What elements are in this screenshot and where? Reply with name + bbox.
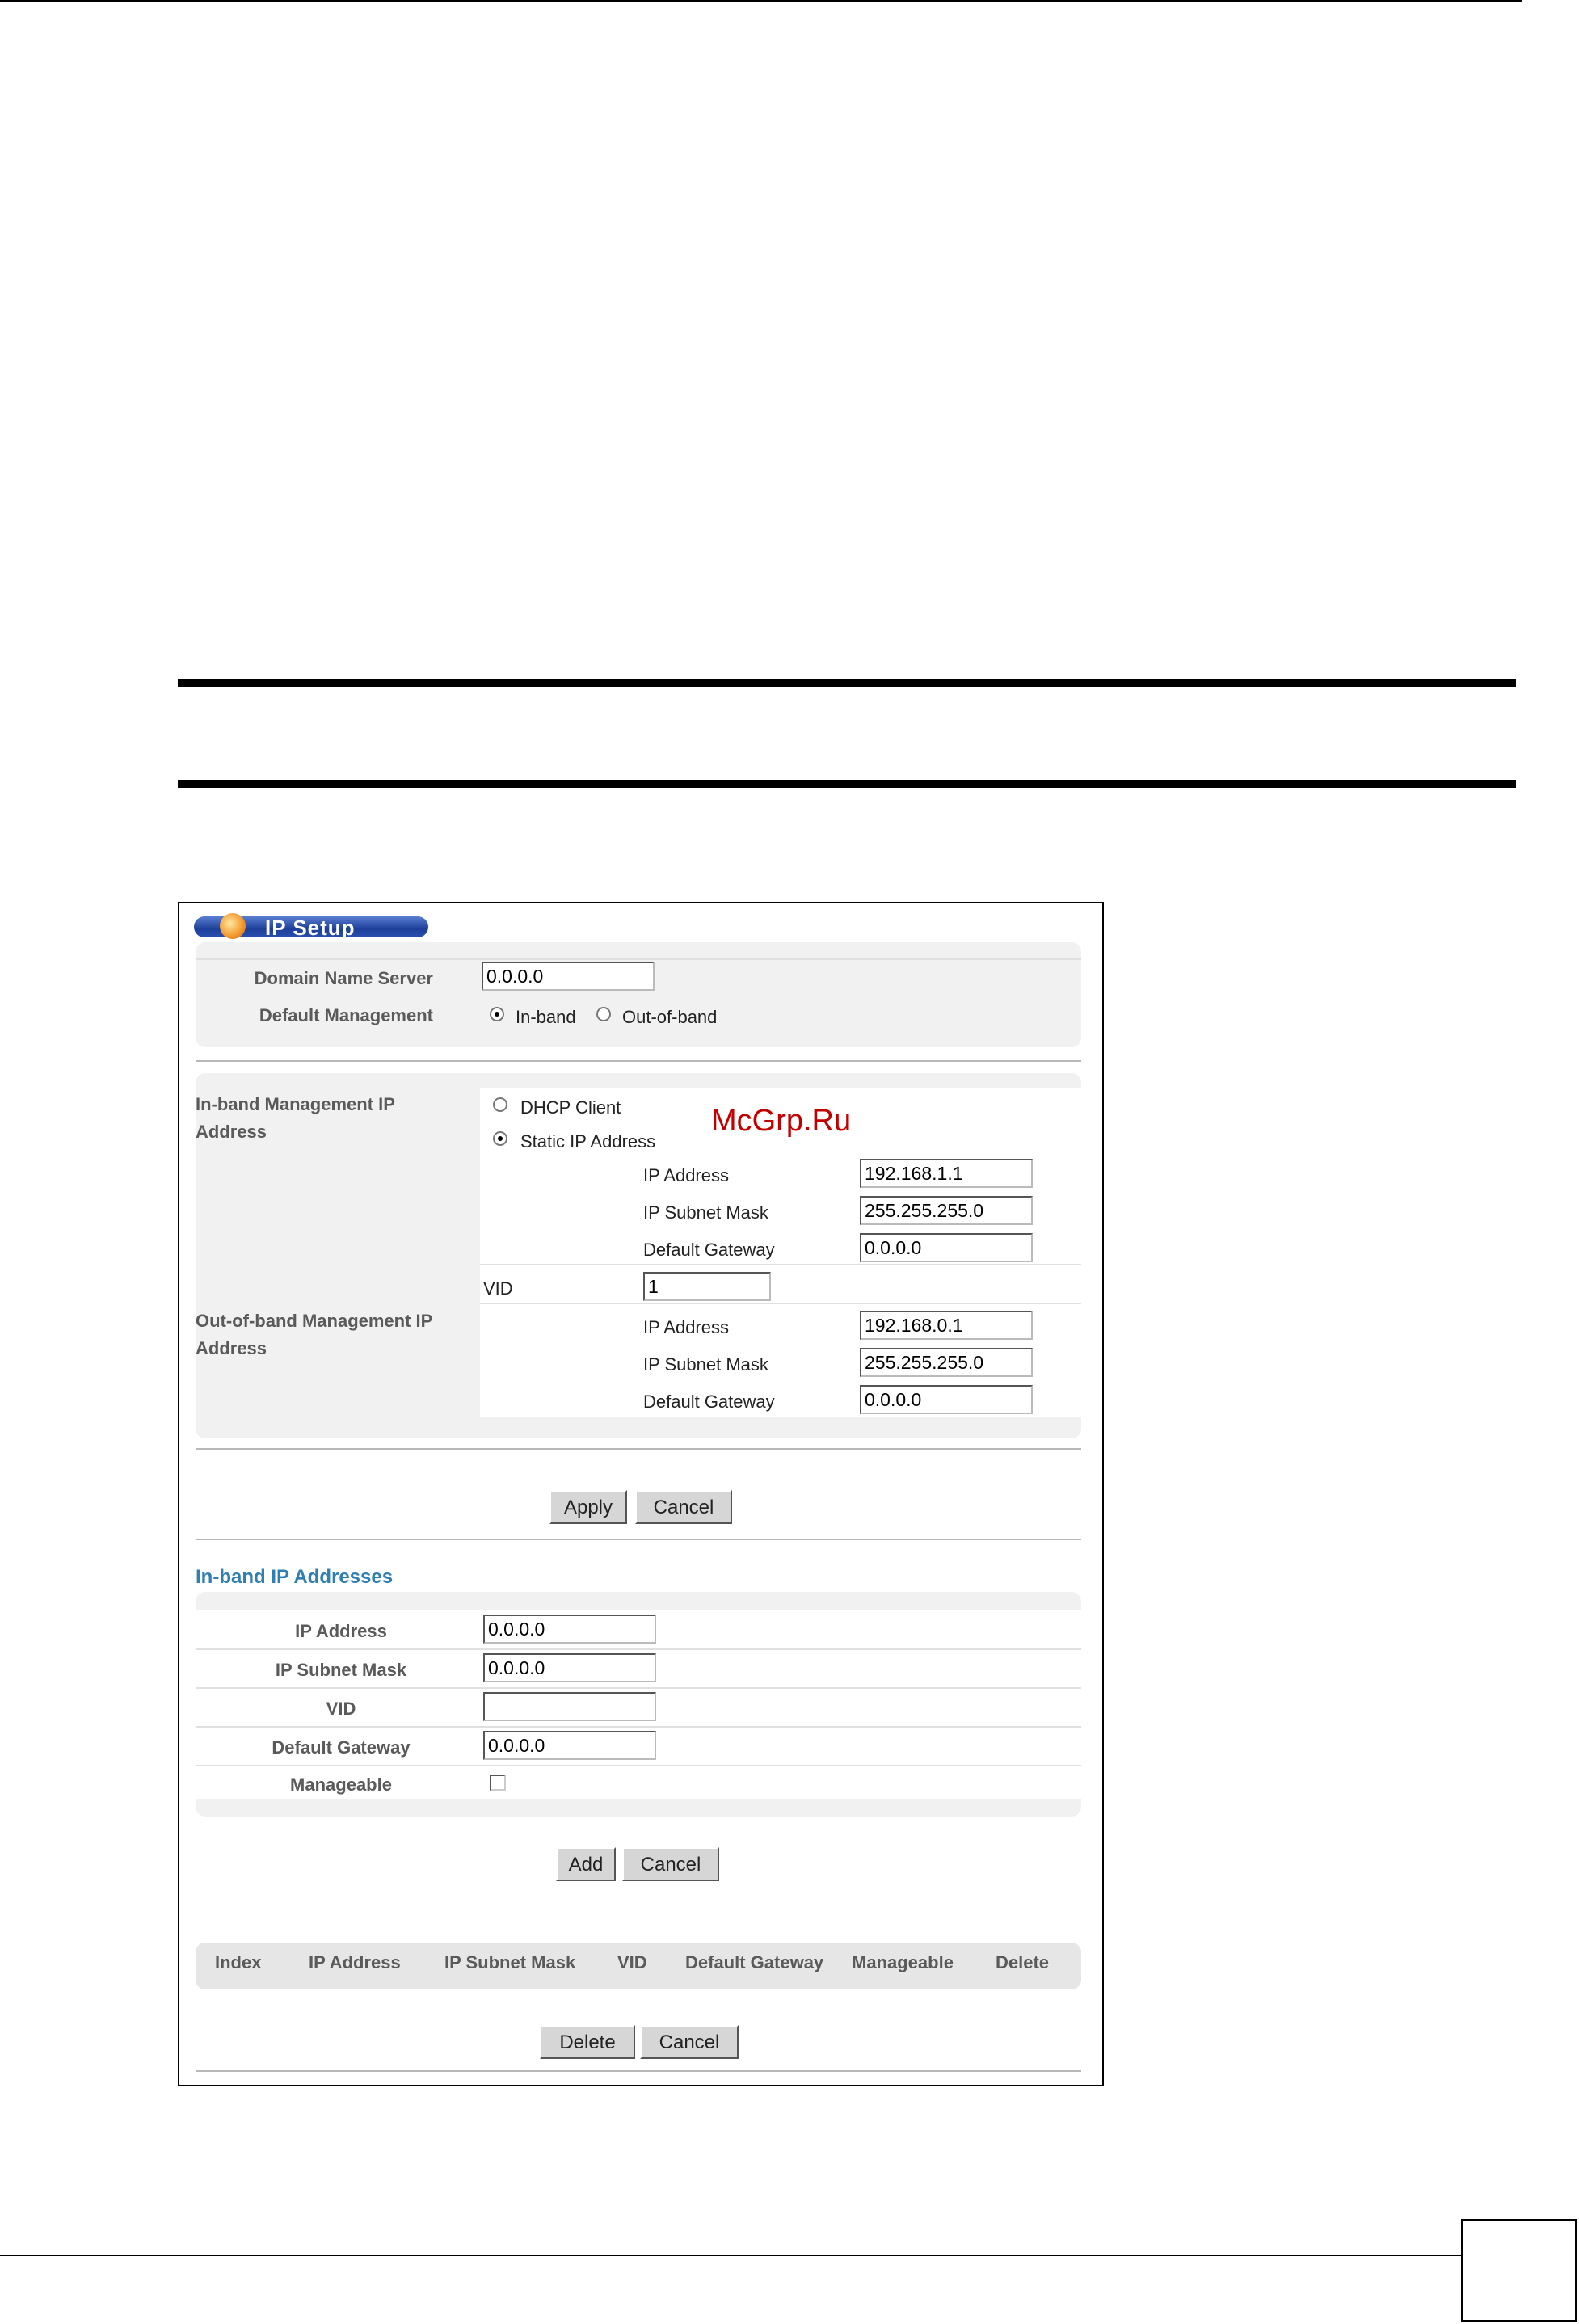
dhcp-client-label: DHCP Client (520, 1097, 621, 1118)
footer-rule (0, 2255, 1463, 2256)
inband-ip-input[interactable] (860, 1159, 1033, 1188)
vid-label: VID (483, 1278, 513, 1299)
row-divider (196, 1687, 1081, 1689)
delete-cancel-button[interactable]: Cancel (640, 2025, 739, 2059)
col-ip-header: IP Address (309, 1952, 401, 1972)
outofband-mgmt-label-2: Address (196, 1338, 267, 1358)
outofband-mask-label: IP Subnet Mask (643, 1354, 768, 1375)
row-divider (480, 1303, 1081, 1304)
page-number-box (1461, 2219, 1577, 2322)
dhcp-client-radio[interactable] (493, 1097, 507, 1112)
outofband-mask-input[interactable] (860, 1348, 1033, 1377)
outofband-gateway-input[interactable] (860, 1385, 1033, 1414)
cancel-button[interactable]: Cancel (635, 1490, 732, 1524)
addr-ip-input[interactable] (483, 1615, 656, 1644)
col-manageable-header: Manageable (852, 1952, 954, 1972)
section-separator (196, 1448, 1081, 1450)
addr-ip-label: IP Address (295, 1621, 387, 1641)
col-gateway-header: Default Gateway (685, 1952, 824, 1972)
add-button[interactable]: Add (556, 1847, 616, 1881)
default-management-label: Default Management (259, 1005, 433, 1025)
col-vid-header: VID (617, 1952, 647, 1972)
page-title: IP Setup (265, 916, 356, 940)
outofband-ip-input[interactable] (860, 1311, 1033, 1340)
setup-icon (220, 913, 246, 939)
outofband-ip-label: IP Address (643, 1317, 729, 1337)
inband-option-label: In-band (516, 1007, 576, 1027)
addr-gateway-input[interactable] (483, 1731, 656, 1760)
row-divider (196, 958, 1081, 960)
inband-mgmt-label-2: Address (196, 1122, 267, 1142)
dns-input[interactable] (482, 962, 655, 991)
row-divider (196, 1765, 1081, 1766)
addr-manageable-label: Manageable (290, 1775, 392, 1795)
outofband-mgmt-label-1: Out-of-band Management IP (196, 1311, 433, 1331)
addr-vid-input[interactable] (483, 1692, 656, 1721)
section-separator (196, 1060, 1081, 1062)
inband-mask-input[interactable] (860, 1196, 1033, 1225)
apply-button[interactable]: Apply (549, 1490, 627, 1524)
add-cancel-button[interactable]: Cancel (622, 1847, 719, 1881)
inband-gateway-input[interactable] (860, 1233, 1033, 1262)
vid-input[interactable] (643, 1272, 771, 1301)
col-index-header: Index (215, 1952, 262, 1972)
inband-radio[interactable] (490, 1007, 504, 1021)
col-mask-header: IP Subnet Mask (444, 1952, 576, 1972)
header-rule (0, 0, 1522, 2)
watermark-text: McGrp.Ru (711, 1104, 852, 1138)
addr-mask-label: IP Subnet Mask (275, 1660, 407, 1680)
inband-mask-label: IP Subnet Mask (643, 1202, 768, 1223)
inband-ip-label: IP Address (643, 1165, 729, 1185)
addr-mask-input[interactable] (483, 1653, 656, 1682)
outofband-option-label: Out-of-band (622, 1007, 718, 1027)
outofband-radio[interactable] (596, 1007, 611, 1021)
note-rule-top (178, 679, 1516, 687)
note-rule-bottom (178, 780, 1516, 788)
inband-gateway-label: Default Gateway (643, 1240, 775, 1260)
inband-addresses-title: In-band IP Addresses (196, 1566, 394, 1588)
manageable-checkbox[interactable] (490, 1775, 506, 1791)
inband-mgmt-label-1: In-band Management IP (196, 1094, 395, 1114)
section-separator (196, 2070, 1081, 2072)
row-divider (480, 1264, 1081, 1265)
addr-vid-label: VID (326, 1699, 356, 1719)
col-delete-header: Delete (996, 1952, 1050, 1972)
row-divider (196, 1726, 1081, 1728)
static-ip-radio[interactable] (493, 1131, 507, 1146)
section-separator (196, 1539, 1081, 1540)
addr-gateway-label: Default Gateway (272, 1737, 411, 1758)
dns-label: Domain Name Server (254, 968, 433, 988)
row-divider (196, 1648, 1081, 1650)
delete-button[interactable]: Delete (540, 2025, 635, 2059)
static-ip-label: Static IP Address (520, 1131, 656, 1151)
outofband-gateway-label: Default Gateway (643, 1391, 775, 1412)
